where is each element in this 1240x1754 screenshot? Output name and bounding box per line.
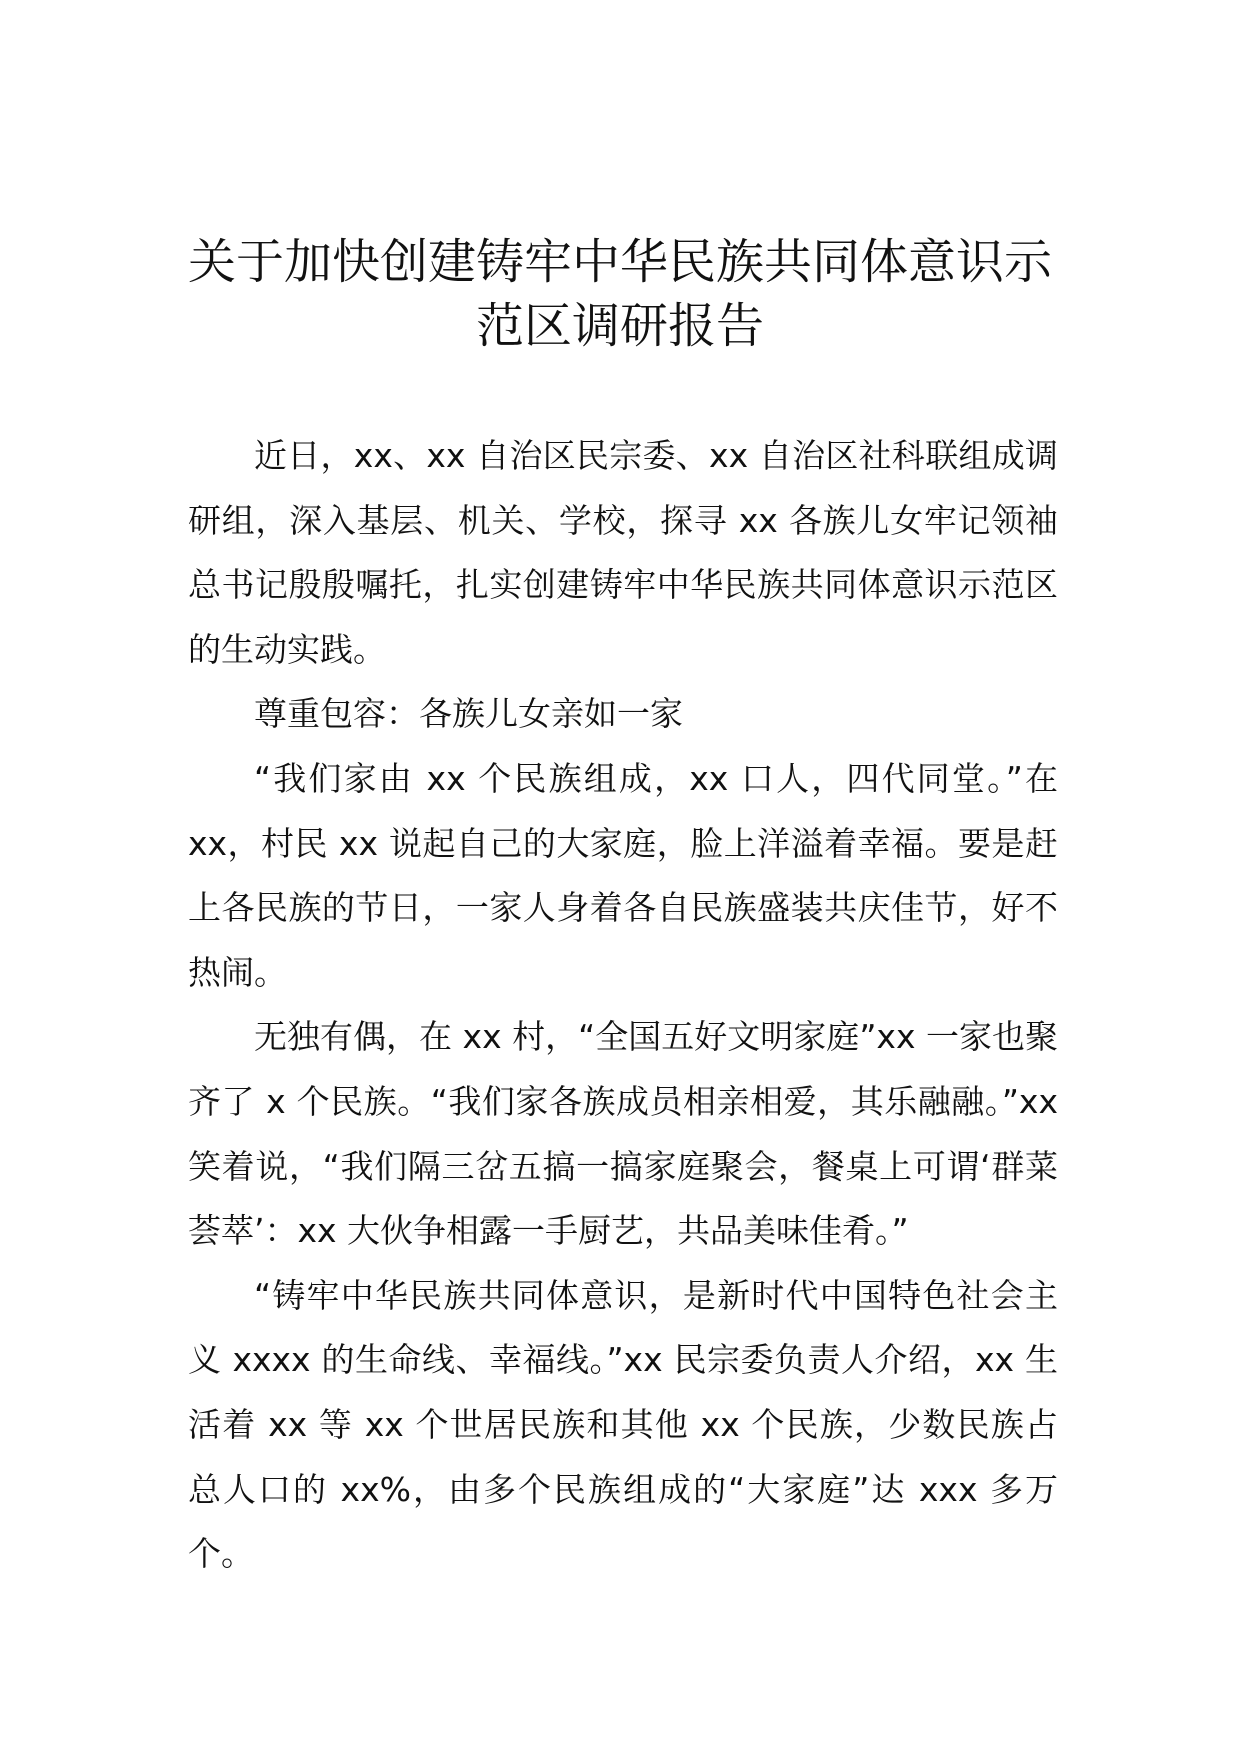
title-line-2: 范区调研报告 — [475, 298, 764, 354]
paragraph-family-story: “我们家由 xx 个民族组成，xx 口人，四代同堂。”在 xx，村民 xx 说起自己的大家庭，脸上洋溢着幸福。要是赶上各民族的节日，一家人身着各自民族盛装共庆佳节，好不热闹。 — [188, 758, 1058, 992]
title-line-1: 关于加快创建铸牢中华民族共同体意识示 — [187, 234, 1052, 290]
document-title — [160, 230, 1080, 358]
paragraph-intro: 近日，xx、xx 自治区民宗委、xx 自治区社科联组成调研组，深入基层、机关、学校，探寻 xx 各族儿女牢记领袖总书记殷殷嘱托，扎实创建铸牢中华民族共同体意识示范区的生动实践。 — [188, 436, 1058, 669]
document-body — [188, 424, 1058, 1587]
section-subheading: 尊重包容：各族儿女亲如一家 — [254, 694, 683, 734]
paragraph-official-quote: “铸牢中华民族共同体意识，是新时代中国特色社会主义 xxxx 的生命线、幸福线。”xx 民宗委负责人介绍，xx 生活着 xx 等 xx 个世居民族和其他 xx 个民族，少数民族占总人口的 xx%，由多个民族组成的“大家庭”达 xxx 多万个。 — [188, 1275, 1058, 1574]
paragraph-model-family: 无独有偶，在 xx 村，“全国五好文明家庭”xx 一家也聚齐了 x 个民族。“我们家各族成员相亲相爱，其乐融融。”xx 笑着说，“我们隔三岔五搞一搞家庭聚会，餐桌上可谓‘群菜荟萃’：xx 大伙争相露一手厨艺，共品美味佳肴。” — [188, 1017, 1058, 1251]
